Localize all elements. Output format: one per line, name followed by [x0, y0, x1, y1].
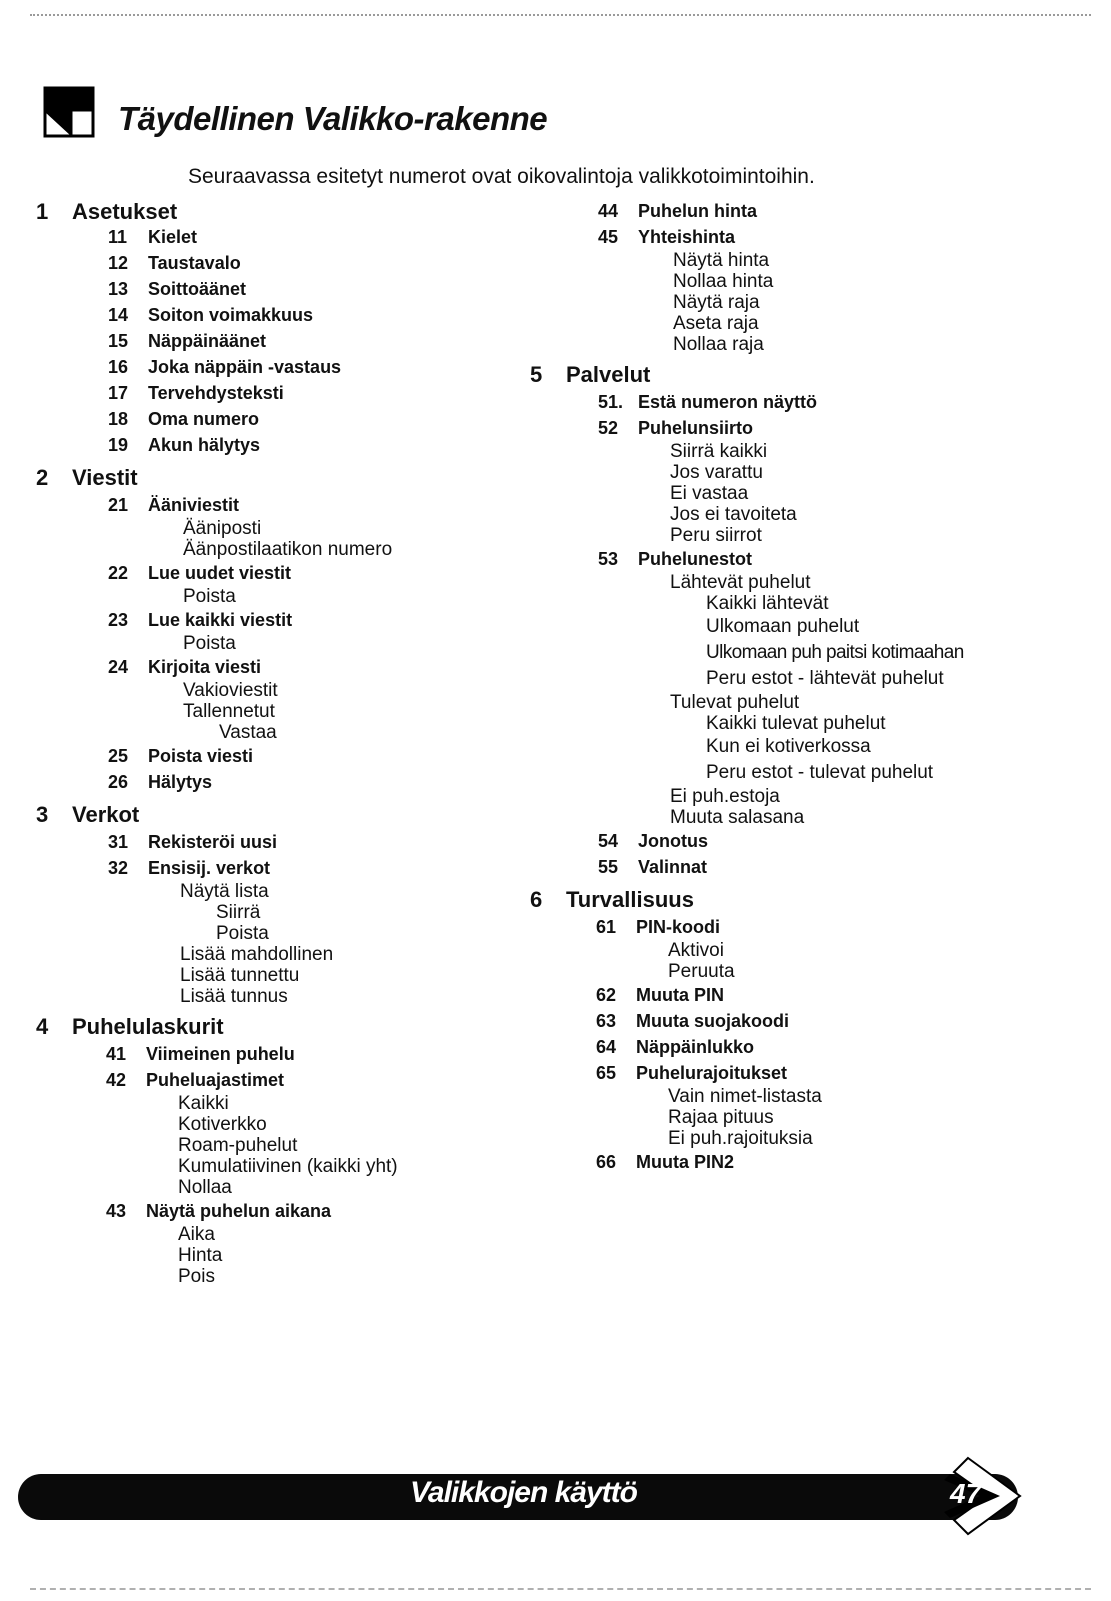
section-items — [106, 1041, 536, 1287]
item-label: Ääniviestit — [148, 495, 240, 515]
item-number: 63 — [596, 1011, 617, 1031]
sub-option: Äänpostilaatikon numero — [183, 539, 393, 560]
sub-option: Vastaa — [219, 722, 277, 743]
sub-option: Peru estot - tulevat puhelut — [706, 762, 934, 783]
menu-item — [108, 743, 536, 769]
item-label: Lue kaikki viestit — [148, 610, 293, 630]
sub-option: Näytä hinta — [673, 250, 770, 271]
sub-option: Jos varattu — [670, 462, 763, 483]
sub-option: Kotiverkko — [178, 1114, 267, 1135]
section-number: 5 — [530, 362, 543, 387]
item-number: 12 — [108, 253, 129, 273]
section-heading — [36, 801, 536, 829]
item-number: 43 — [106, 1201, 127, 1221]
sub-option: Lisää mahdollinen — [180, 944, 334, 965]
item-label: Taustavalo — [148, 253, 241, 273]
sub-option: Peru estot - lähtevät puhelut — [706, 668, 944, 689]
menu-item — [108, 224, 536, 250]
menu-column-right — [530, 198, 1090, 1175]
item-label: Soittoäänet — [148, 279, 247, 299]
sub-option: Poista — [216, 923, 269, 944]
footer-section-title: Valikkojen käyttö — [410, 1476, 637, 1509]
item-label: Puhelunsiirto — [638, 418, 754, 438]
menu-item — [108, 276, 536, 302]
sub-option: Kumulatiivinen (kaikki yht) — [178, 1156, 398, 1177]
menu-item — [598, 854, 1090, 880]
menu-item — [598, 224, 1090, 250]
menu-item — [106, 1198, 536, 1224]
section-items — [598, 389, 1090, 880]
sub-option: Siirrä — [216, 902, 261, 923]
sub-option: Kaikki — [178, 1093, 229, 1114]
sub-option: Peru siirrot — [670, 525, 762, 546]
item-number: 13 — [108, 279, 129, 299]
item-number: 64 — [596, 1037, 617, 1057]
item-number: 24 — [108, 657, 129, 677]
sub-option: Aika — [178, 1224, 215, 1245]
item-label: Puhelunestot — [638, 549, 753, 569]
sub-option: Siirrä kaikki — [670, 441, 768, 462]
section-number: 4 — [36, 1014, 49, 1039]
item-label: Muuta PIN2 — [636, 1152, 735, 1172]
menu-item — [108, 855, 536, 881]
sub-option: Peruuta — [668, 961, 735, 982]
menu-item — [108, 380, 536, 406]
item-label: Näppäinlukko — [636, 1037, 755, 1057]
item-number: 44 — [598, 201, 619, 221]
item-number: 42 — [106, 1070, 127, 1090]
menu-item — [598, 546, 1090, 572]
item-number: 11 — [108, 227, 128, 247]
item-label: Puheluajastimet — [146, 1070, 285, 1090]
section-items — [596, 914, 1090, 1175]
item-label: Valinnat — [638, 857, 708, 877]
page-title: Täydellinen Valikko-rakenne — [118, 100, 548, 137]
sub-option: Tulevat puhelut — [670, 692, 800, 713]
item-label: Näppäinäänet — [148, 331, 267, 351]
sub-option: Ääniposti — [183, 518, 262, 539]
sub-option: Aktivoi — [668, 940, 724, 961]
sub-option: Näytä raja — [673, 292, 760, 313]
item-label: Kielet — [148, 227, 198, 247]
sub-option: Aseta raja — [673, 313, 759, 334]
scan-artifact-bottom — [30, 1588, 1091, 1590]
menu-item — [596, 1060, 1090, 1086]
section-heading — [36, 1013, 536, 1041]
item-number: 21 — [108, 495, 129, 515]
menu-item — [108, 406, 536, 432]
page-number: 47 — [950, 1478, 982, 1509]
sub-option: Ei puh.estoja — [670, 786, 780, 807]
menu-item — [108, 354, 536, 380]
scan-artifact-top — [30, 14, 1091, 16]
sub-option: Ei puh.rajoituksia — [668, 1128, 813, 1149]
item-number: 66 — [596, 1152, 617, 1172]
menu-item — [108, 769, 536, 795]
menu-item — [108, 328, 536, 354]
menu-item — [598, 828, 1090, 854]
sub-option: Muuta salasana — [670, 807, 805, 828]
item-label: Ensisij. verkot — [148, 858, 271, 878]
sub-option: Lisää tunnus — [180, 986, 288, 1007]
sub-option: Lähtevät puhelut — [670, 572, 811, 593]
sub-option: Kaikki tulevat puhelut — [706, 713, 886, 734]
item-number: 55 — [598, 857, 619, 877]
item-number: 53 — [598, 549, 619, 569]
item-label: Muuta PIN — [636, 985, 724, 1005]
sub-option: Vakioviestit — [183, 680, 278, 701]
item-label: Puhelun hinta — [638, 201, 757, 221]
item-number: 45 — [598, 227, 619, 247]
item-label: Puhelurajoitukset — [636, 1063, 788, 1083]
item-label: PIN-koodi — [636, 917, 720, 937]
item-label: Kirjoita viesti — [148, 657, 262, 677]
item-number: 15 — [108, 331, 129, 351]
intro-text: Seuraavassa esitetyt numerot ovat oikovalintoja valikkotoimintoihin. — [188, 165, 815, 188]
section-heading — [530, 886, 1090, 914]
item-label: Rekisteröi uusi — [148, 832, 278, 852]
sub-option: Nollaa — [178, 1177, 232, 1198]
item-label: Oma numero — [148, 409, 260, 429]
item-number: 65 — [596, 1063, 617, 1083]
sub-option: Tallennetut — [183, 701, 275, 722]
section-items — [108, 224, 536, 458]
item-number: 19 — [108, 435, 129, 455]
section-title: Turvallisuus — [566, 887, 694, 912]
item-label: Soiton voimakkuus — [148, 305, 314, 325]
item-label: Poista viesti — [148, 746, 254, 766]
item-number: 18 — [108, 409, 129, 429]
item-number: 54 — [598, 831, 619, 851]
section-number: 2 — [36, 465, 49, 490]
section-number: 6 — [530, 887, 543, 912]
section-heading — [36, 198, 536, 224]
item-number: 26 — [108, 772, 129, 792]
section-number: 1 — [36, 199, 49, 224]
menu-item — [596, 982, 1090, 1008]
section-items — [108, 829, 536, 1007]
sub-option: Lisää tunnettu — [180, 965, 300, 986]
section-number: 3 — [36, 802, 49, 827]
item-number: 16 — [108, 357, 129, 377]
sub-option: Kaikki lähtevät — [706, 593, 829, 614]
sub-option: Hinta — [178, 1245, 223, 1266]
sub-option: Pois — [178, 1266, 215, 1287]
item-number: 22 — [108, 563, 129, 583]
menu-item — [598, 415, 1090, 441]
section-marker-icon — [43, 86, 95, 138]
section-title: Palvelut — [566, 362, 651, 387]
sub-option: Ulkomaan puh paitsi kotimaahan — [706, 642, 964, 663]
item-label: Tervehdysteksti — [148, 383, 284, 403]
section-items — [108, 492, 536, 795]
menu-item — [598, 389, 1090, 415]
item-label: Näytä puhelun aikana — [146, 1201, 332, 1221]
item-number: 51. — [598, 392, 624, 412]
sub-option: Vain nimet-listasta — [668, 1086, 822, 1107]
menu-item — [108, 607, 536, 633]
menu-item — [108, 560, 536, 586]
section-heading — [36, 464, 536, 492]
menu-item — [106, 1067, 536, 1093]
menu-item — [108, 250, 536, 276]
menu-item — [596, 914, 1090, 940]
item-number: 62 — [596, 985, 617, 1005]
item-label: Muuta suojakoodi — [636, 1011, 789, 1031]
sub-option: Rajaa pituus — [668, 1107, 774, 1128]
menu-item — [108, 302, 536, 328]
menu-item — [106, 1041, 536, 1067]
sub-option: Nollaa hinta — [673, 271, 774, 292]
menu-item — [596, 1149, 1090, 1175]
item-label: Viimeinen puhelu — [146, 1044, 295, 1064]
menu-item — [108, 432, 536, 458]
item-number: 31 — [108, 832, 129, 852]
item-label: Joka näppäin -vastaus — [148, 357, 342, 377]
sub-option: Jos ei tavoiteta — [670, 504, 797, 525]
item-number: 61 — [596, 917, 617, 937]
section-items-continued — [598, 198, 1090, 355]
item-label: Hälytys — [148, 772, 213, 792]
menu-item — [596, 1008, 1090, 1034]
sub-option: Nollaa raja — [673, 334, 764, 355]
item-number: 23 — [108, 610, 129, 630]
item-number: 41 — [106, 1044, 127, 1064]
section-heading — [530, 361, 1090, 389]
item-number: 17 — [108, 383, 129, 403]
sub-option: Ei vastaa — [670, 483, 749, 504]
menu-item — [108, 492, 536, 518]
section-title: Verkot — [72, 802, 140, 827]
item-number: 25 — [108, 746, 129, 766]
sub-option: Näytä lista — [180, 881, 269, 902]
item-label: Jonotus — [638, 831, 708, 851]
section-title: Viestit — [72, 465, 138, 490]
menu-item — [108, 654, 536, 680]
sub-option: Kun ei kotiverkossa — [706, 736, 871, 757]
menu-item — [108, 829, 536, 855]
item-label: Akun hälytys — [148, 435, 261, 455]
menu-column-left — [36, 198, 536, 1287]
section-title: Puhelulaskurit — [72, 1014, 224, 1039]
sub-option: Roam-puhelut — [178, 1135, 298, 1156]
section-title: Asetukset — [72, 199, 178, 224]
item-number: 52 — [598, 418, 619, 438]
sub-option: Poista — [183, 586, 236, 607]
sub-option: Ulkomaan puhelut — [706, 616, 860, 637]
sub-option: Poista — [183, 633, 236, 654]
item-number: 14 — [108, 305, 129, 325]
menu-item — [596, 1034, 1090, 1060]
item-label: Estä numeron näyttö — [638, 392, 818, 412]
item-number: 32 — [108, 858, 129, 878]
menu-item — [598, 198, 1090, 224]
item-label: Lue uudet viestit — [148, 563, 292, 583]
item-label: Yhteishinta — [638, 227, 736, 247]
